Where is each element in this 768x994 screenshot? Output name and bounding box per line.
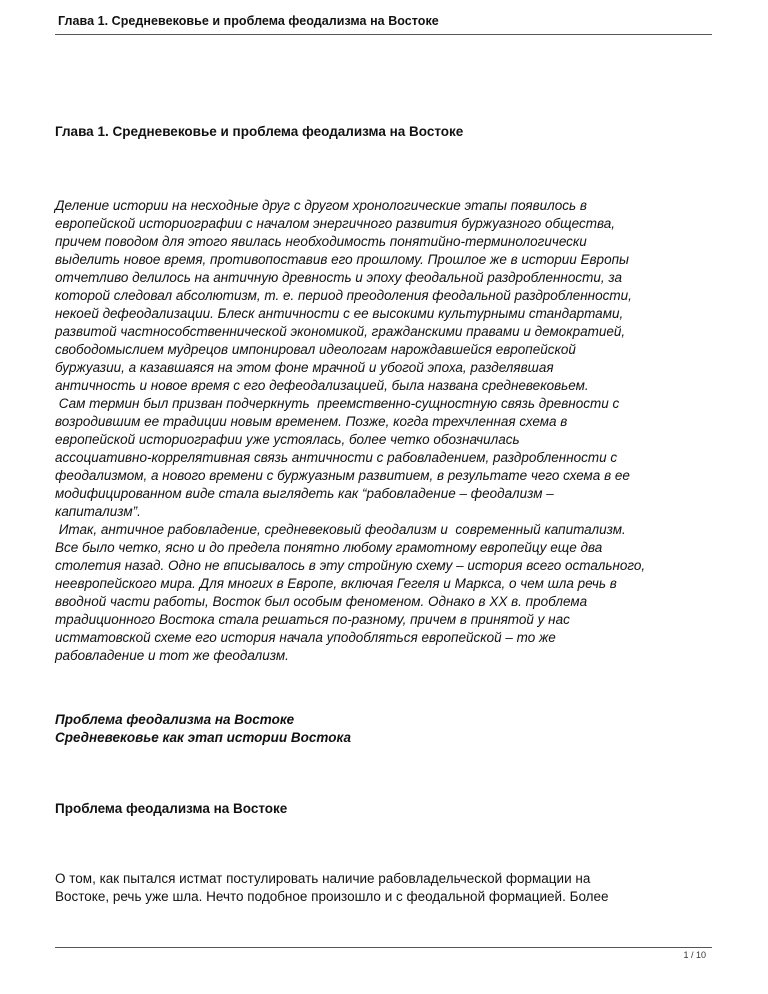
running-header-title: Глава 1. Средневековье и проблема феодализма на Востоке (58, 14, 439, 28)
paragraph-line: вводной части работы, Восток был особым феноменом. Однако в XX в. проблема (55, 594, 588, 609)
paragraph-line: Все было четко, ясно и до предела понятно любому грамотному европейцу еще два (55, 540, 603, 555)
footer-divider (55, 947, 712, 948)
toc-link-feudalism-problem[interactable]: Проблема феодализма на Востоке (55, 712, 295, 727)
paragraph-line: О том, как пытался истмат постулировать наличие рабовладельческой формации на (55, 871, 591, 886)
paragraph-line: Итак, античное рабовладение, средневековый феодализм и современный капитализм. (55, 522, 626, 537)
paragraph-line: причем поводом для этого явилась необходимость понятийно-терминологически (55, 234, 587, 249)
paragraph-line: Сам термин был призван подчеркнуть преемственно-сущностную связь древности с (55, 396, 620, 411)
chapter-title: Глава 1. Средневековье и проблема феодализма на Востоке (55, 124, 464, 139)
header-divider (55, 34, 712, 35)
paragraph-line: Востоке, речь уже шла. Нечто подобное произошло и с феодальной формацией. Более (55, 889, 609, 904)
paragraph-line: которой следовал абсолютизм, т. е. период преодоления феодальной раздробленности, (55, 288, 632, 303)
paragraph-line: отчетливо делилось на античную древность и эпоху феодальной раздробленности, за (55, 270, 622, 285)
paragraph-line: столетия назад. Одно не вписывалось в эту стройную схему – история всего остального, (55, 558, 646, 573)
paragraph-line: выделить новое время, противопоставив его прошлому. Прошлое же в истории Европы (55, 252, 629, 267)
paragraph-line: ассоциативно-коррелятивная связь античности с рабовладением, раздробленности с (55, 450, 618, 465)
paragraph-line: феодализмом, а нового времени с буржуазным развитием, в результате чего схема в ее (55, 468, 630, 483)
paragraph-line: буржуазии, а казавшаяся на этом фоне мрачной и убогой эпоха, разделявшая (55, 360, 554, 375)
toc-link-middle-ages-stage[interactable]: Средневековье как этап истории Востока (55, 730, 351, 745)
page-number: 1 / 10 (683, 950, 706, 960)
paragraph-line: рабовладение и тот же феодализм. (55, 648, 289, 663)
paragraph-line: капитализм”. (55, 504, 141, 519)
paragraph-line: европейской историографии с началом энергичного развития буржуазного общества, (55, 216, 615, 231)
paragraph-line: Деление истории на несходные друг с другом хронологические этапы появилось в (55, 198, 587, 213)
paragraph-line: некоей дефеодализации. Блеск античности с ее высокими культурными стандартами, (55, 306, 624, 321)
paragraph-line: истматовской схеме его история начала уподобляться европейской – то же (55, 630, 556, 645)
paragraph-line: развитой частнособственнической экономикой, гражданскими правами и демократией, (55, 324, 626, 339)
paragraph-line: европейской историографии уже устоялась, более четко обозначилась (55, 432, 520, 447)
paragraph-line: неевропейского мира. Для многих в Европе, включая Гегеля и Маркса, о чем шла речь в (55, 576, 617, 591)
paragraph-line: свободомыслием мудрецов импонировал идеологам нарождавшейся европейской (55, 342, 576, 357)
section-title: Проблема феодализма на Востоке (55, 801, 288, 816)
paragraph-line: античность и новое время с его дефеодализацией, была названа средневековьем. (55, 378, 589, 393)
paragraph-line: традиционного Востока стала решаться по-разному, причем в принятой у нас (55, 612, 570, 627)
paragraph-line: модифицированном виде стала выглядеть как “рабовладение – феодализм – (55, 486, 554, 501)
paragraph-line: возродившим ее традиции новым временем. Позже, когда трехчленная схема в (55, 414, 568, 429)
